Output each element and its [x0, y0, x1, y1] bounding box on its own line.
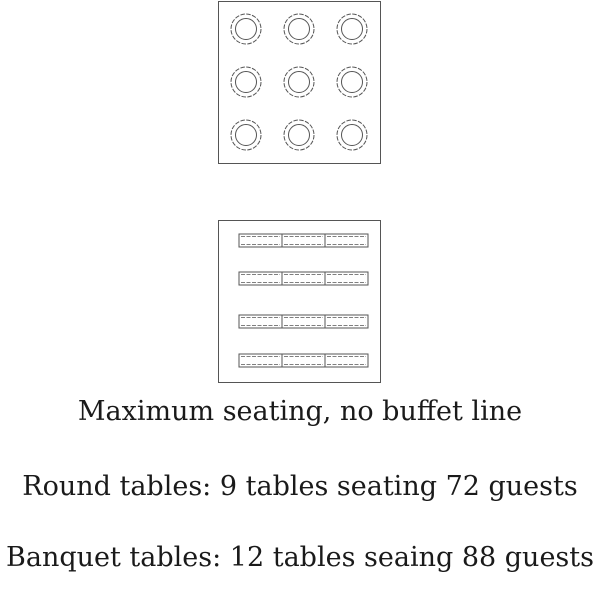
table-top [236, 125, 257, 146]
banquet-table [282, 272, 325, 285]
table-top [325, 272, 368, 285]
table-top [282, 272, 325, 285]
table-top [342, 125, 363, 146]
round-tables-floor-plan [218, 1, 381, 164]
round-table [337, 67, 367, 97]
banquet-table [325, 354, 368, 367]
round-table [284, 120, 314, 150]
banquet-tables-floor-plan [218, 220, 381, 383]
table-top [289, 19, 310, 40]
round-table [231, 120, 261, 150]
table-top [239, 234, 282, 247]
table-top [342, 72, 363, 93]
round-table [337, 14, 367, 44]
table-top [282, 234, 325, 247]
round-tables-diagram [219, 2, 380, 163]
banquet-table [239, 272, 282, 285]
round-table [337, 120, 367, 150]
table-top [239, 315, 282, 328]
table-top [325, 354, 368, 367]
banquet-tables-summary: Banquet tables: 12 tables seaing 88 guests [6, 542, 594, 573]
round-table [284, 67, 314, 97]
table-top [236, 19, 257, 40]
round-table [231, 67, 261, 97]
table-top [239, 354, 282, 367]
layout-title: Maximum seating, no buffet line [77, 396, 523, 427]
banquet-table [239, 234, 282, 247]
round-table [284, 14, 314, 44]
table-top [289, 125, 310, 146]
table-top [325, 234, 368, 247]
table-top [282, 354, 325, 367]
banquet-table [325, 234, 368, 247]
table-top [282, 315, 325, 328]
banquet-table [239, 315, 282, 328]
round-tables-summary: Round tables: 9 tables seating 72 guests [22, 471, 578, 502]
table-top [236, 72, 257, 93]
table-top [325, 315, 368, 328]
round-table [231, 14, 261, 44]
banquet-table [325, 272, 368, 285]
banquet-table [282, 234, 325, 247]
table-top [239, 272, 282, 285]
banquet-table [282, 315, 325, 328]
table-top [342, 19, 363, 40]
banquet-tables-diagram [219, 221, 380, 382]
banquet-table [239, 354, 282, 367]
banquet-table [282, 354, 325, 367]
banquet-table [325, 315, 368, 328]
table-top [289, 72, 310, 93]
